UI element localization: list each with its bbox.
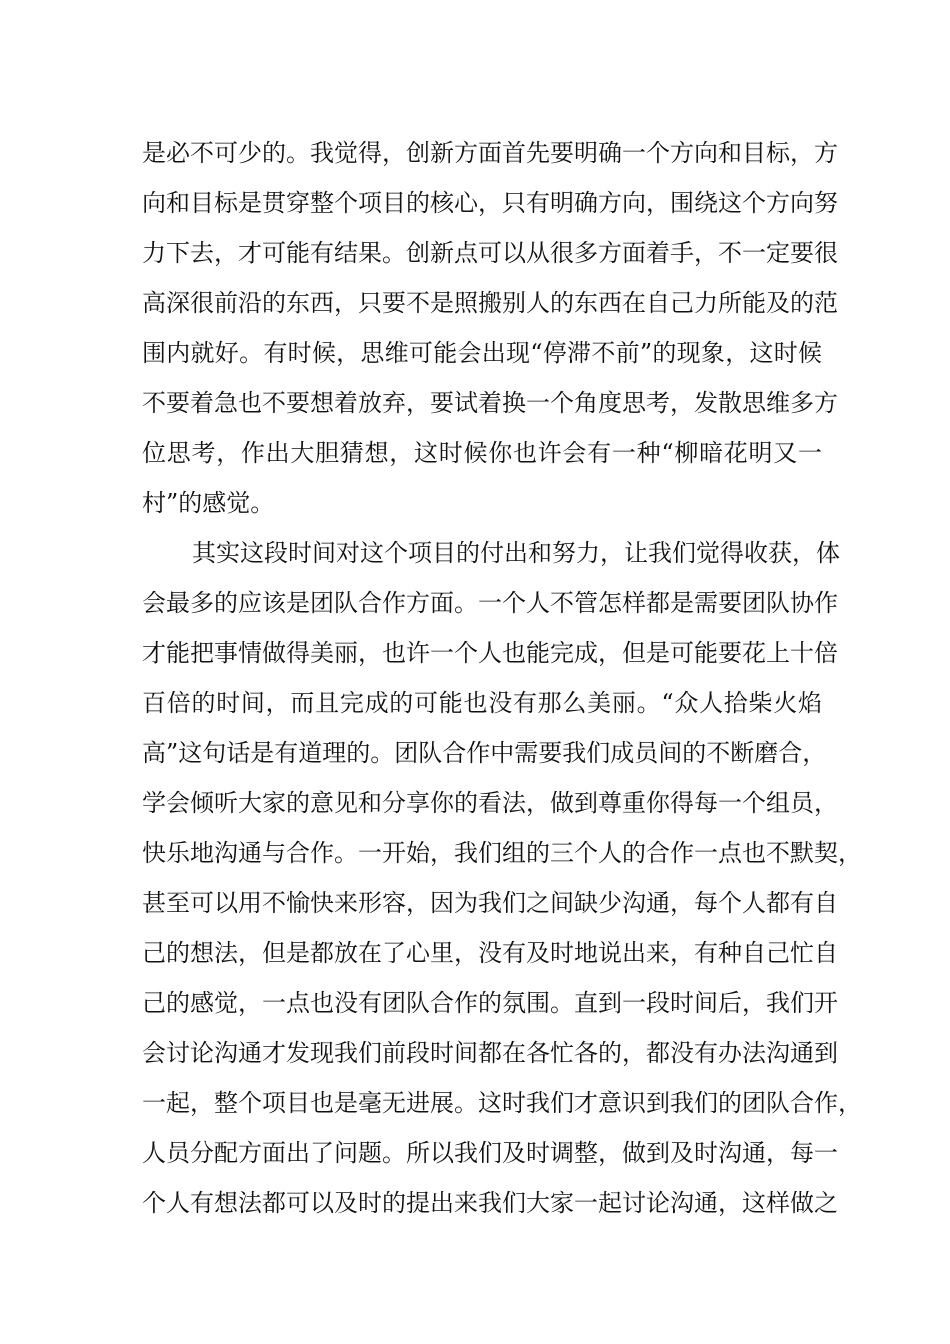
paragraph-line: 村”的感觉。: [142, 489, 275, 517]
paragraph-line: 人员分配方面出了问题。所以我们及时调整，做到及时沟通，每一: [142, 1139, 838, 1167]
paragraph-line: 其实这段时间对这个项目的付出和努力，让我们觉得收获，体: [192, 539, 840, 567]
paragraph-line: 是必不可少的。我觉得，创新方面首先要明确一个方向和目标，方: [142, 139, 838, 167]
paragraph-2: [142, 528, 862, 1228]
paragraph-line: 不要着急也不要想着放弃，要试着换一个角度思考，发散思维多方: [142, 389, 838, 417]
paragraph-line: 己的想法，但是都放在了心里，没有及时地说出来，有种自己忙自: [142, 939, 838, 967]
paragraph-line: 百倍的时间，而且完成的可能也没有那么美丽。“众人拾柴火焰: [142, 689, 822, 717]
paragraph-line: 甚至可以用不愉快来形容，因为我们之间缺少沟通，每个人都有自: [142, 889, 838, 917]
paragraph-line: 会最多的应该是团队合作方面。一个人不管怎样都是需要团队协作: [142, 589, 838, 617]
paragraph-line: 向和目标是贯穿整个项目的核心，只有明确方向，围绕这个方向努: [142, 189, 838, 217]
paragraph-line: 才能把事情做得美丽，也许一个人也能完成，但是可能要花上十倍: [142, 639, 838, 667]
paragraph-line: 力下去，才可能有结果。创新点可以从很多方面着手，不一定要很: [142, 239, 838, 267]
paragraph-line: 高”这句话是有道理的。团队合作中需要我们成员间的不断磨合，: [142, 739, 827, 767]
paragraph-line: 一起，整个项目也是毫无进展。这时我们才意识到我们的团队合作，: [142, 1089, 862, 1117]
paragraph-line: 位思考，作出大胆猜想，这时候你也许会有一种“柳暗花明又一: [142, 439, 822, 467]
paragraph-line: 围内就好。有时候，思维可能会出现“停滞不前”的现象，这时候: [142, 339, 822, 367]
paragraph-line: 会讨论沟通才发现我们前段时间都在各忙各的，都没有办法沟通到: [142, 1039, 838, 1067]
paragraph-line: 快乐地沟通与合作。一开始，我们组的三个人的合作一点也不默契，: [142, 839, 862, 867]
paragraph-line: 学会倾听大家的意见和分享你的看法，做到尊重你得每一个组员，: [142, 789, 838, 817]
document-body: [142, 128, 862, 1228]
paragraph-line: 己的感觉，一点也没有团队合作的氛围。直到一段时间后，我们开: [142, 989, 838, 1017]
paragraph-1: [142, 128, 838, 528]
paragraph-line: 高深很前沿的东西，只要不是照搬别人的东西在自己力所能及的范: [142, 289, 838, 317]
paragraph-line: 个人有想法都可以及时的提出来我们大家一起讨论沟通，这样做之: [142, 1189, 838, 1217]
